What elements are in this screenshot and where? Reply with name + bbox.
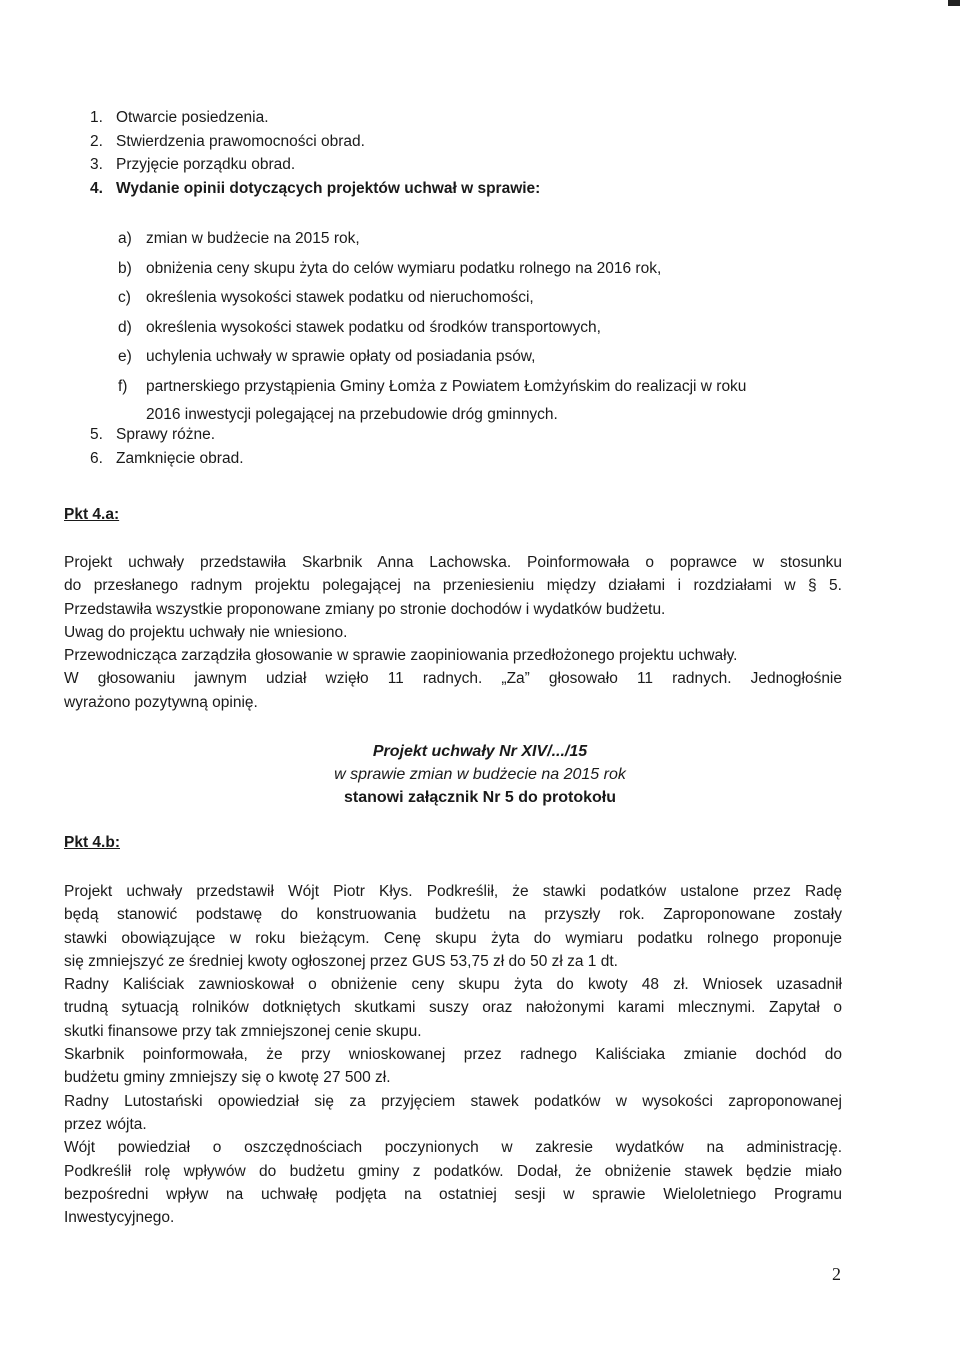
section-heading-pkt4a: Pkt 4.a:	[64, 506, 120, 523]
paragraph-line: budżetu gminy zmniejszy się o kwotę 27 500 zł.	[64, 1069, 391, 1087]
paragraph-line: stawki obowiązujące w roku bieżącym. Cenę skupu żyta do wymiaru podatku rolnego proponuje	[64, 929, 842, 947]
agenda-subitem	[118, 283, 746, 313]
subitem-letter: e)	[118, 348, 132, 365]
agenda-item	[90, 447, 244, 471]
agenda-item	[90, 153, 540, 177]
agenda-item-number: 2.	[90, 132, 103, 150]
agenda-item-text: Przyjęcie porządku obrad.	[116, 156, 296, 173]
paragraph-line: przez wójta.	[64, 1115, 147, 1133]
agenda-item-text: Sprawy różne.	[116, 426, 216, 443]
paragraph-line: Przewodnicząca zarządziła głosowanie w sprawie zaopiniowania przedłożonego projektu uchwały.	[64, 647, 738, 665]
paragraph-line: będą stanowić podstawę do konstruowania budżetu na przyszły rok. Zaproponowane zostały	[64, 906, 842, 924]
paragraph-line: Projekt uchwały przedstawił Wójt Piotr Kłys. Podkreślił, że stawki podatków ustalone przez Radę	[64, 883, 842, 900]
paragraph-line: Podkreślił rolę wpływów do budżetu gminy z podatków. Dodał, że obniżenie stawek będzie miało	[64, 1162, 842, 1180]
section-heading-pkt4b: Pkt 4.b:	[64, 834, 120, 851]
subitem-continuation: 2016 inwestycji polegającej na przebudowie dróg gminnych.	[146, 406, 558, 423]
paragraph-line: Wójt powiedział o oszczędnościach poczynionych w zakresie wydatków na administrację.	[64, 1139, 842, 1157]
agenda-item	[90, 423, 244, 447]
pkt4a-paragraph	[64, 551, 842, 714]
subitem-letter: f)	[118, 377, 128, 395]
paragraph-line: W głosowaniu jawnym udział wzięło 11 radnych. „Za” głosowało 11 radnych. Jednogłośnie	[64, 670, 842, 688]
paragraph-line: Przedstawiła wszystkie proponowane zmiany po stronie dochodów i wydatków budżetu.	[64, 600, 666, 618]
paragraph-line: Inwestycyjnego.	[64, 1209, 175, 1227]
agenda-item	[90, 177, 540, 201]
subitem-letter: d)	[118, 318, 132, 336]
agenda-list	[90, 106, 540, 200]
agenda-item	[90, 106, 540, 130]
paragraph-line: do przesłanego radnym projektu polegającej na przeniesieniu między działami i rozdziałami w § 5.	[64, 577, 842, 595]
paragraph-line: Radny Lutostański opowiedział się za przyjęciem stawek podatków w wysokości zaproponowanej	[64, 1092, 842, 1110]
paragraph-line: Skarbnik poinformowała, że przy wnioskowanej przez radnego Kaliściaka zmianie dochód do	[64, 1046, 842, 1064]
subitem-text: określenia wysokości stawek podatku od nieruchomości,	[146, 289, 534, 306]
paragraph-line: trudną sytuacją rolników dotkniętych skutkami suszy oraz nałożonymi karami mlecznymi. Zapytał o	[64, 999, 842, 1017]
resolution-attachment-note: stanowi załącznik Nr 5 do protokołu	[343, 789, 617, 806]
agenda-subitem	[118, 342, 746, 372]
agenda-item-number: 1.	[90, 109, 103, 126]
paragraph-line: skutki finansowe przy tak zmniejszonej cenie skupu.	[64, 1022, 422, 1040]
agenda-list-continued	[90, 423, 244, 470]
paragraph-line: Projekt uchwały przedstawiła Skarbnik Anna Lachowska. Poinformowała o poprawce w stosunku	[64, 554, 842, 571]
agenda-item	[90, 130, 540, 154]
subitem-letter: b)	[118, 259, 132, 277]
subitem-letter: a)	[118, 230, 132, 247]
page-number: 2	[832, 1264, 841, 1284]
subitem-text: określenia wysokości stawek podatku od środków transportowych,	[146, 318, 601, 336]
agenda-item-number: 6.	[90, 449, 103, 467]
paragraph-line: wyrażono pozytywną opinię.	[64, 693, 258, 711]
agenda-item-number: 5.	[90, 426, 103, 443]
subitem-text: uchylenia uchwały w sprawie opłaty od posiadania psów,	[146, 348, 536, 365]
agenda-subitems	[118, 224, 746, 428]
subitem-text: zmian w budżecie na 2015 rok,	[146, 230, 360, 247]
agenda-subitem	[118, 313, 746, 343]
subitem-letter: c)	[118, 289, 131, 306]
subitem-text: obniżenia ceny skupu żyta do celów wymiaru podatku rolnego na 2016 rok,	[146, 259, 662, 277]
agenda-item-text: Wydanie opinii dotyczących projektów uchwał w sprawie:	[116, 179, 541, 197]
paragraph-line: Uwag do projektu uchwały nie wniesiono.	[64, 623, 348, 641]
agenda-item-number: 3.	[90, 156, 103, 173]
agenda-item-text: Zamknięcie obrad.	[116, 449, 244, 467]
resolution-subject: w sprawie zmian w budżecie na 2015 rok	[334, 766, 626, 783]
subitem-text: partnerskiego przystąpienia Gminy Łomża z Powiatem Łomżyńskim do realizacji w roku	[146, 377, 747, 395]
agenda-subitem	[118, 372, 746, 402]
agenda-subitem	[118, 254, 746, 284]
agenda-item-text: Otwarcie posiedzenia.	[116, 109, 269, 126]
paragraph-line: bezpośredni wpływ na uchwałę podjęta na ostatniej sesji w sprawie Wieloletniego Programu	[64, 1185, 842, 1203]
pkt4b-paragraph	[64, 880, 842, 1229]
paragraph-line: Radny Kaliściak zawnioskował o obniżenie ceny skupu żyta do kwoty 48 zł. Wniosek uzasadnił	[64, 976, 842, 994]
agenda-subitem	[118, 224, 746, 254]
agenda-item-text: Stwierdzenia prawomocności obrad.	[116, 132, 365, 150]
agenda-item-number: 4.	[90, 179, 103, 197]
scan-artifact	[948, 0, 960, 6]
paragraph-line: się zmniejszyć ze średniej kwoty ogłoszonej przez GUS 53,75 zł do 50 zł za 1 dt.	[64, 952, 618, 970]
resolution-block	[0, 740, 960, 809]
resolution-title: Projekt uchwały Nr XIV/.../15	[372, 743, 588, 760]
